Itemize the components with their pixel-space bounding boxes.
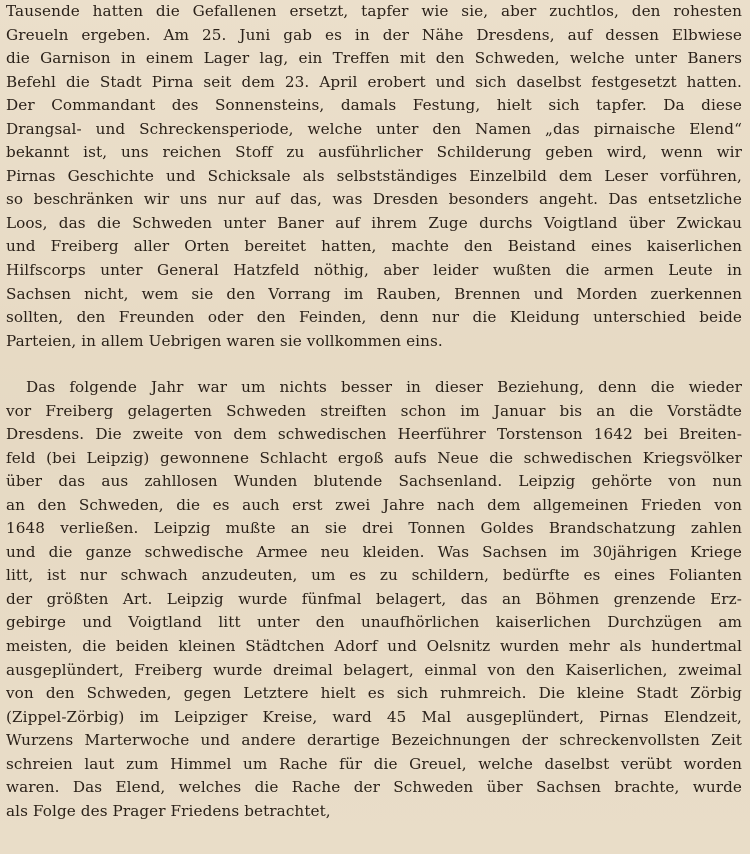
text-line: Pirnas Geschichte und Schicksale als selbstständiges Einzelbild dem Leser vorführen, bbox=[6, 166, 742, 185]
text-line: Der Commandant des Sonnensteins, damals Festung, hielt sich tapfer. Da diese bbox=[6, 96, 742, 115]
text-line: Das folgende Jahr war um nichts besser in dieser Beziehung, denn die wieder bbox=[26, 378, 742, 396]
text-line: und Freiberg aller Orten bereitet hatten, machte den Beistand eines kaiserlichen bbox=[6, 237, 742, 256]
text-line: Hilfscorps unter General Hatzfeld nöthig, aber leider wußten die armen Leute in bbox=[6, 261, 742, 280]
text-line: und die ganze schwedische Armee neu kleiden. Was Sachsen im 30jährigen Kriege bbox=[6, 542, 742, 561]
text-line: Wurzens Marterwoche und andere derartige Bezeichnungen der schreckenvollsten Zeit bbox=[6, 731, 742, 750]
text-line: litt, ist nur schwach anzudeuten, um es zu schildern, bedürfte es eines Folianten bbox=[6, 566, 742, 585]
text-line: der größten Art. Leipzig wurde fünfmal belagert, das an Böhmen grenzende Erz- bbox=[6, 589, 742, 608]
paragraph-2 bbox=[6, 376, 742, 823]
text-line: an den Schweden, die es auch erst zwei Jahre nach dem allgemeinen Frieden von bbox=[6, 495, 742, 514]
text-line: vor Freiberg gelagerten Schweden streiften schon im Januar bis an die Vorstädte bbox=[6, 401, 742, 420]
text-line: 1648 verließen. Leipzig mußte an sie drei Tonnen Goldes Brandschatzung zahlen bbox=[6, 519, 742, 538]
text-line: sollten, den Freunden oder den Feinden, denn nur die Kleidung unterschied beide bbox=[6, 308, 742, 327]
text-line: meisten, die beiden kleinen Städtchen Adorf und Oelsnitz wurden mehr als hundertmal bbox=[6, 637, 742, 656]
text-line: Befehl die Stadt Pirna seit dem 23. April erobert und sich daselbst festgesetzt hatten. bbox=[6, 72, 742, 91]
text-line: von den Schweden, gegen Letztere hielt es sich ruhmreich. Die kleine Stadt Zörbig bbox=[6, 684, 742, 703]
text-line: Dresdens. Die zweite von dem schwedischen Heerführer Torstenson 1642 bei Breiten- bbox=[6, 425, 742, 444]
text-line: waren. Das Elend, welches die Rache der Schweden über Sachsen brachte, wurde bbox=[6, 778, 742, 797]
text-line: Parteien, in allem Uebrigen waren sie vollkommen eins. bbox=[6, 331, 443, 350]
text-line: Sachsen nicht, wem sie den Vorrang im Rauben, Brennen und Morden zuerkennen bbox=[6, 284, 742, 303]
text-line: über das aus zahllosen Wunden blutende Sachsenland. Leipzig gehörte von nun bbox=[6, 472, 742, 491]
text-line: ausgeplündert, Freiberg wurde dreimal belagert, einmal von den Kaiserlichen, zweimal bbox=[6, 660, 742, 679]
text-line: bekannt ist, uns reichen Stoff zu ausführlicher Schilderung geben wird, wenn wir bbox=[6, 143, 742, 162]
text-line: feld (bei Leipzig) gewonnene Schlacht ergoß aufs Neue die schwedischen Kriegsvölker bbox=[6, 448, 742, 467]
text-line: (Zippel-Zörbig) im Leipziger Kreise, ward 45 Mal ausgeplündert, Pirnas Elendzeit, bbox=[6, 707, 742, 726]
text-line: schreien laut zum Himmel um Rache für die Greuel, welche daselbst verübt worden bbox=[6, 754, 742, 773]
text-line: Loos, das die Schweden unter Baner auf ihrem Zuge durchs Voigtland über Zwickau bbox=[6, 213, 742, 232]
text-line: Tausende hatten die Gefallenen ersetzt, tapfer wie sie, aber zuchtlos, den rohesten bbox=[6, 2, 742, 20]
paragraph-1 bbox=[6, 0, 742, 353]
text-line: die Garnison in einem Lager lag, ein Treffen mit den Schweden, welche unter Baners bbox=[6, 49, 742, 68]
text-line: als Folge des Prager Friedens betrachtet, bbox=[6, 801, 331, 820]
text-line: Drangsal- und Schreckensperiode, welche unter den Namen „das pirnaische Elend“ bbox=[6, 119, 742, 138]
text-line: gebirge und Voigtland litt unter den unaufhörlichen kaiserlichen Durchzügen am bbox=[6, 613, 742, 632]
text-line: so beschränken wir uns nur auf das, was Dresden besonders angeht. Das entsetzliche bbox=[6, 190, 742, 209]
text-line: Greueln ergeben. Am 25. Juni gab es in der Nähe Dresdens, auf dessen Elbwiese bbox=[6, 25, 742, 44]
